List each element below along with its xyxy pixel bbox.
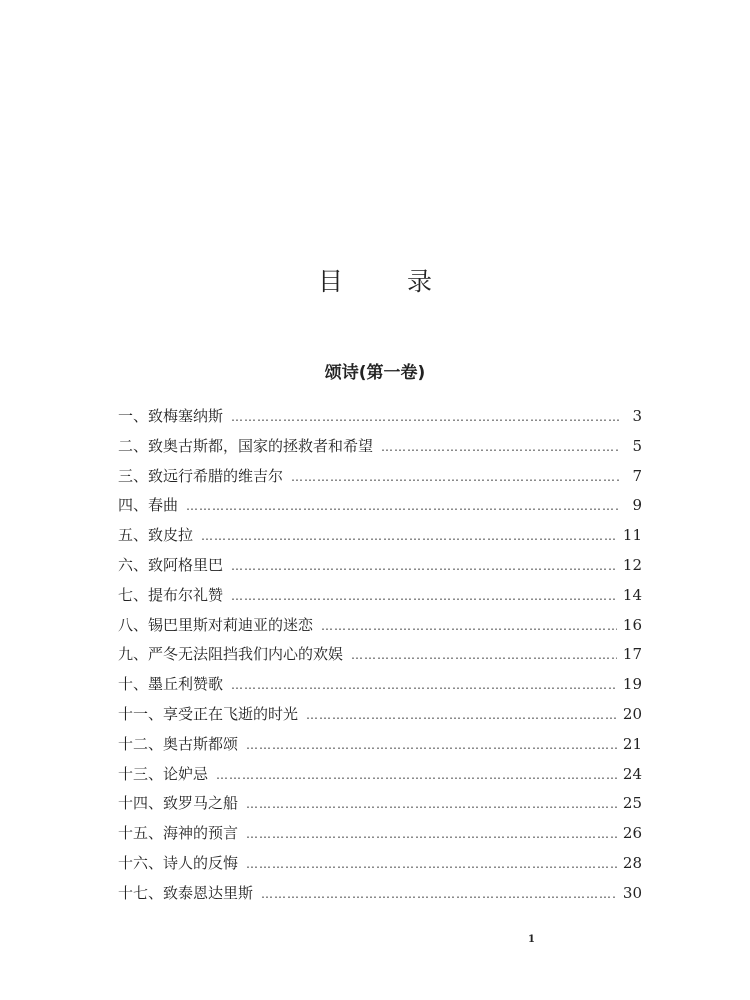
- dot-leader: [381, 433, 620, 463]
- toc-entry-page: 12: [622, 555, 642, 574]
- toc-entry[interactable]: [118, 700, 642, 730]
- toc-entry[interactable]: [118, 581, 642, 611]
- toc-entry-title: 八、锡巴里斯对莉迪亚的迷恋: [118, 615, 314, 634]
- dot-leader: [246, 820, 617, 850]
- toc-entry[interactable]: [118, 789, 642, 819]
- toc-entry-title: 十三、论妒忌: [118, 764, 209, 783]
- toc-entry[interactable]: [118, 462, 642, 492]
- toc-entry-title: 二、致奥古斯都，国家的拯救者和希望: [118, 436, 374, 455]
- toc-entry[interactable]: [118, 670, 642, 700]
- toc-entry[interactable]: [118, 611, 642, 641]
- toc-entry-title: 十四、致罗马之船: [118, 794, 239, 813]
- dot-leader: [246, 850, 617, 880]
- page-title: 目 录: [318, 267, 460, 296]
- toc-entry-title: 七、提布尔礼赞: [118, 585, 224, 604]
- toc-entry[interactable]: [118, 402, 642, 432]
- toc-entry-page: 25: [622, 794, 642, 813]
- toc-entry-page: 11: [622, 526, 642, 545]
- dot-leader: [306, 701, 617, 731]
- dot-leader: [351, 641, 617, 671]
- toc-entry[interactable]: [118, 521, 642, 551]
- toc-entry-page: 21: [622, 734, 642, 753]
- toc-entry-title: 九、严冬无法阻挡我们内心的欢娱: [118, 645, 344, 664]
- dot-leader: [246, 790, 617, 820]
- dot-leader: [321, 612, 617, 642]
- toc-entry-title: 六、致阿格里巴: [118, 555, 224, 574]
- dot-leader: [216, 761, 617, 791]
- toc-entry-title: 五、致皮拉: [118, 526, 194, 545]
- toc-entry-page: 17: [622, 645, 642, 664]
- toc-entry[interactable]: [118, 432, 642, 462]
- toc-entry-page: 16: [622, 615, 642, 634]
- toc-entry[interactable]: [118, 849, 642, 879]
- toc-entry[interactable]: [118, 819, 642, 849]
- dot-leader: [201, 522, 617, 552]
- toc-entry-page: 19: [622, 675, 642, 694]
- toc-entry-page: 5: [632, 436, 642, 455]
- dot-leader: [186, 492, 620, 522]
- dot-leader: [261, 880, 617, 910]
- toc-entry-page: 26: [622, 824, 642, 843]
- toc-entry-page: 9: [632, 496, 642, 515]
- toc-entry-page: 28: [622, 853, 642, 872]
- toc-entry-title: 十五、海神的预言: [118, 824, 239, 843]
- page-number: 1: [528, 934, 535, 945]
- toc-entry-title: 三、致远行希腊的维吉尔: [118, 466, 284, 485]
- toc-entry[interactable]: [118, 760, 642, 790]
- toc-entry[interactable]: [118, 640, 642, 670]
- toc-entry[interactable]: [118, 491, 642, 521]
- toc-entry-page: 20: [622, 704, 642, 723]
- dot-leader: [231, 582, 617, 612]
- table-of-contents: [118, 402, 642, 909]
- toc-entry-title: 十、墨丘利赞歌: [118, 675, 224, 694]
- toc-entry-page: 14: [622, 585, 642, 604]
- dot-leader: [231, 552, 617, 582]
- toc-entry-page: 30: [622, 883, 642, 902]
- toc-entry[interactable]: [118, 730, 642, 760]
- toc-entry-title: 一、致梅塞纳斯: [118, 407, 224, 425]
- dot-leader: [246, 731, 617, 761]
- toc-entry-page: 24: [622, 764, 642, 783]
- toc-entry-title: 十一、享受正在飞逝的时光: [118, 704, 299, 723]
- toc-entry-title: 十六、诗人的反悔: [118, 853, 239, 872]
- toc-entry-title: 十七、致泰恩达里斯: [118, 883, 254, 902]
- dot-leader: [231, 671, 617, 701]
- toc-entry[interactable]: [118, 879, 642, 909]
- dot-leader: [291, 463, 620, 493]
- toc-entry-title: 十二、奥古斯都颂: [118, 734, 239, 753]
- section-title: 颂诗(第一卷): [324, 363, 426, 383]
- toc-entry[interactable]: [118, 551, 642, 581]
- toc-entry-page: 3: [632, 407, 642, 425]
- dot-leader: [231, 403, 620, 433]
- toc-entry-title: 四、春曲: [118, 496, 179, 515]
- toc-entry-page: 7: [632, 466, 642, 485]
